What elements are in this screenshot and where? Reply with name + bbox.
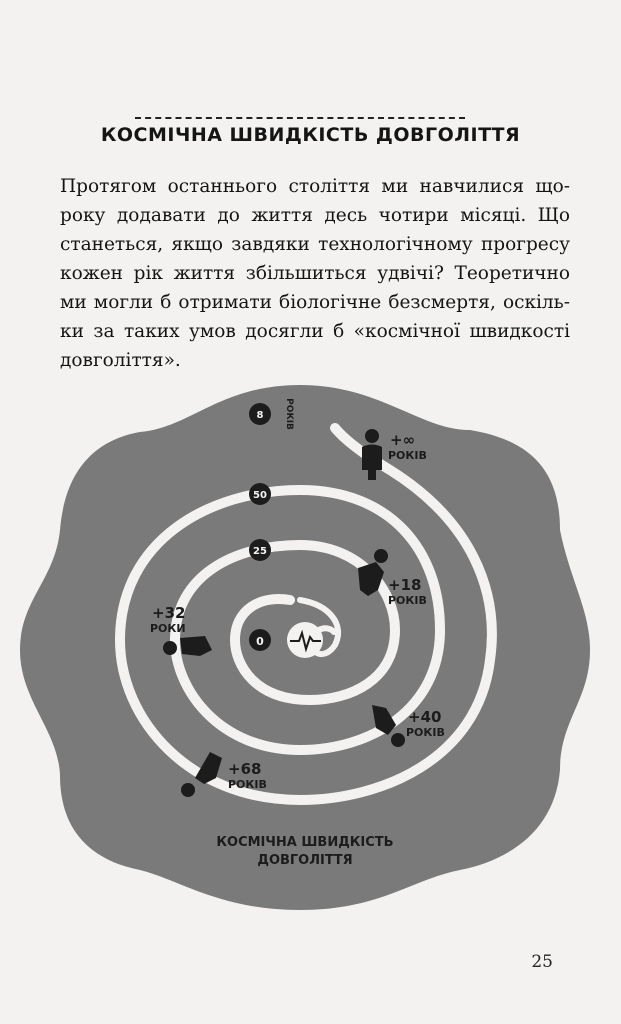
gain-value: +32: [152, 604, 186, 622]
gain-value: +18: [388, 576, 422, 594]
heartbeat-icon: [287, 622, 323, 658]
gain-value: +68: [228, 760, 262, 778]
gain-label-68: [228, 760, 267, 791]
gain-unit: РОКІВ: [406, 726, 445, 739]
gain-label-32: [150, 604, 186, 635]
body-line: станеться, якщо завдяки технологічному прогресу: [60, 234, 570, 255]
body-line: ми могли б отримати біологічне безсмертя, оскіль-: [60, 292, 570, 313]
body-line: ки за таких умов досягли б «космічної швидкості: [60, 321, 570, 342]
marker-twenty-five-label: 25: [253, 546, 267, 557]
gain-label-40: [406, 708, 445, 739]
marker-fifty-label: 50: [253, 490, 267, 501]
gain-unit: РОКІВ: [388, 449, 427, 462]
age-marker-zero: [249, 629, 271, 651]
gain-value: +40: [408, 708, 442, 726]
diagram-caption-line2: ДОВГОЛІТТЯ: [257, 853, 353, 868]
body-line: року додавати до життя десь чотири місяці. Що: [60, 205, 570, 226]
diagram-caption-line1: КОСМІЧНА ШВИДКІСТЬ: [216, 835, 394, 850]
body-line: кожен рік життя збільшиться удвічі? Теоретично: [60, 263, 570, 284]
body-line: довголіття».: [60, 350, 181, 371]
body-line: Протягом останнього століття ми навчилися що-: [60, 176, 570, 197]
gain-unit: РОКИ: [150, 622, 186, 635]
section-title: КОСМІЧНА ШВИДКІСТЬ ДОВГОЛІТТЯ: [100, 124, 521, 146]
age-marker-fifty: [249, 483, 271, 505]
page-number: 25: [531, 952, 553, 972]
gain-unit: РОКІВ: [228, 778, 267, 791]
marker-eight-label: 8: [256, 410, 264, 421]
gain-value: +∞: [390, 431, 416, 449]
marker-eight-unit: РОКІВ: [284, 398, 294, 430]
gain-label-18: [388, 576, 427, 607]
marker-zero-label: 0: [256, 635, 264, 648]
gain-unit: РОКІВ: [388, 594, 427, 607]
age-marker-twenty-five: [249, 539, 271, 561]
